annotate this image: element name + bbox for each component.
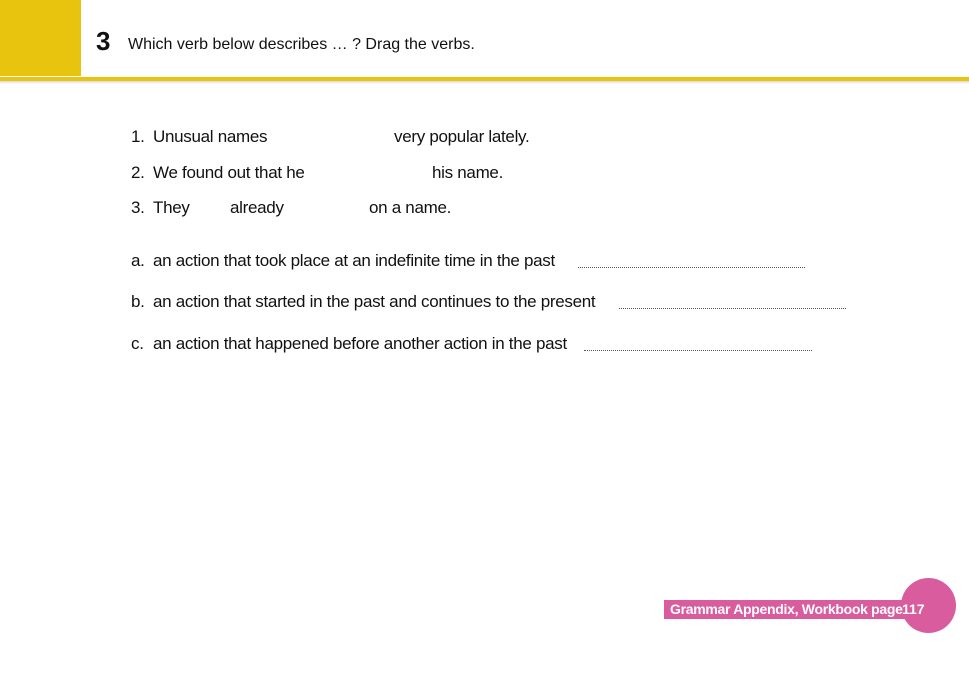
- sentence-3: [131, 197, 190, 219]
- answer-gap-3b[interactable]: [289, 197, 365, 219]
- definition-a: [131, 250, 555, 272]
- sentence-text-after: his name.: [432, 163, 504, 182]
- sentence-text-middle: already: [230, 198, 284, 217]
- definition-c: [131, 333, 567, 355]
- header-shadow: [0, 81, 969, 84]
- drop-target-b[interactable]: [619, 308, 846, 309]
- exercise-instruction: Which verb below describes … ? Drag the verbs.: [128, 36, 475, 53]
- answer-gap-2[interactable]: [316, 162, 426, 184]
- drop-target-c[interactable]: [584, 350, 812, 351]
- sentence-number: 2.: [131, 163, 145, 182]
- sentence-text-before: They: [153, 198, 190, 217]
- answer-gap-3a[interactable]: [193, 197, 227, 219]
- sentence-text-after: very popular lately.: [394, 127, 530, 146]
- sentence-text-before: Unusual names: [153, 127, 268, 146]
- definition-text: an action that took place at an indefinite time in the past: [153, 251, 555, 270]
- answer-gap-1[interactable]: [270, 126, 388, 148]
- definition-letter: b.: [131, 292, 145, 311]
- definition-b: [131, 291, 595, 313]
- exercise-number: 3: [96, 26, 111, 56]
- definition-text: an action that happened before another action in the past: [153, 334, 567, 353]
- grammar-appendix-label: Grammar Appendix, Workbook page: [670, 601, 903, 617]
- workbook-page-number: 117: [902, 601, 925, 617]
- sentence-number: 1.: [131, 127, 145, 146]
- sentence-text-before: We found out that he: [153, 163, 305, 182]
- sentence-1: [131, 126, 267, 148]
- header-color-block: [0, 0, 81, 76]
- definition-letter: c.: [131, 334, 144, 353]
- drop-target-a[interactable]: [578, 267, 805, 268]
- sentence-number: 3.: [131, 198, 145, 217]
- definition-text: an action that started in the past and continues to the present: [153, 292, 596, 311]
- sentence-text-after: on a name.: [369, 198, 452, 217]
- definition-letter: a.: [131, 251, 145, 270]
- sentence-2: [131, 162, 305, 184]
